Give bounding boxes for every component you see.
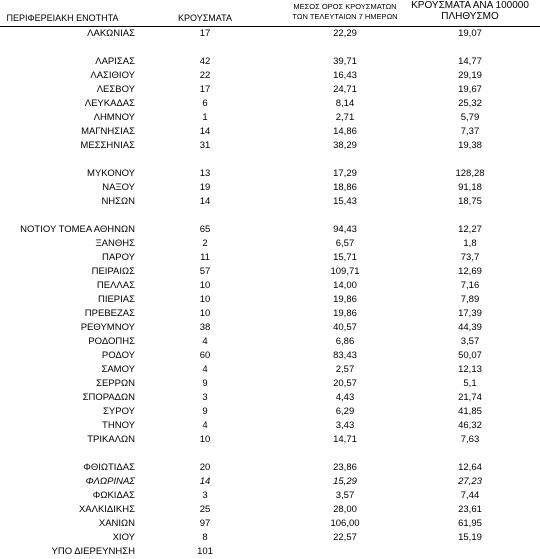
table-row — [0, 433, 540, 447]
table-row — [0, 517, 540, 531]
table-row — [0, 97, 540, 111]
table-row — [0, 265, 540, 279]
cell-avg7: 19,86 — [333, 294, 357, 305]
cell-cases: 22 — [199, 70, 211, 81]
header-per100k — [400, 0, 540, 22]
cell-region: ΣΠΟΡΑΔΩΝ — [82, 392, 135, 403]
cell-region: ΛΕΥΚΑΔΑΣ — [84, 98, 135, 109]
cell-avg7: 3,57 — [335, 490, 355, 501]
table-body — [0, 27, 540, 559]
cell-region: ΥΠΟ ΔΙΕΡΕΥΝΗΣΗ — [51, 546, 135, 557]
cell-cases: 65 — [199, 224, 211, 235]
cell-region: ΣΑΜΟΥ — [101, 364, 135, 375]
cell-avg7: 16,43 — [333, 70, 357, 81]
header-region: ΠΕΡΙΦΕΡΕΙΑΚΗ ΕΝΟΤΗΤΑ — [6, 13, 119, 23]
cell-region: ΣΥΡΟΥ — [103, 406, 135, 417]
cell-cases: 97 — [199, 518, 211, 529]
cell-cases: 13 — [199, 168, 211, 179]
table-row — [0, 279, 540, 293]
cell-region: ΛΕΣΒΟΥ — [96, 84, 135, 95]
cell-avg7: 6,86 — [335, 336, 355, 347]
cell-avg7: 17,29 — [333, 168, 357, 179]
cell-per100k: 29,19 — [458, 70, 482, 81]
cell-cases: 14 — [199, 126, 211, 137]
cell-region: ΛΑΚΩΝΙΑΣ — [87, 28, 135, 39]
cell-region: ΣΕΡΡΩΝ — [96, 378, 135, 389]
cell-per100k: 91,18 — [458, 182, 482, 193]
cell-cases: 4 — [202, 364, 208, 375]
cell-region: ΤΗΝΟΥ — [102, 420, 135, 431]
cell-cases: 10 — [199, 308, 211, 319]
table-row — [0, 167, 540, 181]
table-row — [0, 195, 540, 209]
cell-region: ΠΑΡΟΥ — [102, 252, 135, 263]
cell-per100k: 21,74 — [458, 392, 482, 403]
cell-region: ΛΗΜΝΟΥ — [93, 112, 135, 123]
cell-per100k: 61,95 — [458, 518, 482, 529]
cell-per100k: 50,07 — [458, 350, 482, 361]
cell-avg7: 6,29 — [335, 406, 355, 417]
cell-per100k: 15,19 — [458, 532, 482, 543]
cell-region: ΝΑΞΟΥ — [102, 182, 135, 193]
cell-region: ΧΙΟΥ — [112, 532, 135, 543]
cell-per100k: 25,32 — [458, 98, 482, 109]
cell-avg7: 8,14 — [335, 98, 355, 109]
cell-region: ΦΛΩΡΙΝΑΣ — [85, 476, 135, 487]
cell-avg7: 18,86 — [333, 182, 357, 193]
cell-cases: 4 — [202, 336, 208, 347]
cell-cases: 14 — [199, 196, 211, 207]
table-row — [0, 83, 540, 97]
cell-per100k: 41,85 — [458, 406, 482, 417]
cell-cases: 9 — [202, 378, 208, 389]
cell-cases: 25 — [199, 504, 211, 515]
cell-avg7: 109,71 — [330, 266, 360, 277]
cell-per100k: 12,69 — [458, 266, 482, 277]
table-row — [0, 545, 540, 559]
cell-per100k: 12,27 — [458, 224, 482, 235]
table-row — [0, 531, 540, 545]
table-row — [0, 461, 540, 475]
table-spacer-row — [0, 153, 540, 167]
cell-avg7: 14,71 — [333, 434, 357, 445]
cell-region: ΡΟΔΟΠΗΣ — [88, 336, 135, 347]
cell-per100k: 12,64 — [458, 462, 482, 473]
cell-avg7: 106,00 — [330, 518, 360, 529]
cell-avg7: 39,71 — [333, 56, 357, 67]
cell-per100k: 19,38 — [458, 140, 482, 151]
table-row — [0, 125, 540, 139]
table-row — [0, 27, 540, 41]
table-row — [0, 293, 540, 307]
cell-cases: 31 — [199, 140, 211, 151]
cell-region: ΠΡΕΒΕΖΑΣ — [84, 308, 135, 319]
cell-per100k: 128,28 — [455, 168, 485, 179]
cell-per100k: 44,39 — [458, 322, 482, 333]
cell-avg7: 2,71 — [335, 112, 355, 123]
cell-region: ΝΟΤΙΟΥ ΤΟΜΕΑ ΑΘΗΝΩΝ — [20, 224, 135, 235]
header-avg7-line2: ΤΩΝ ΤΕΛΕΥΤΑΙΩΝ 7 ΗΜΕΡΩΝ — [292, 12, 398, 21]
table-row — [0, 237, 540, 251]
cell-avg7: 2,57 — [335, 364, 355, 375]
table-row — [0, 307, 540, 321]
table-row — [0, 391, 540, 405]
cell-per100k: 5,79 — [460, 112, 480, 123]
cell-per100k: 17,39 — [458, 308, 482, 319]
cell-region: ΦΩΚΙΔΑΣ — [92, 490, 135, 501]
cell-cases: 10 — [199, 434, 211, 445]
header-avg7-line1: ΜΕΣΟΣ ΟΡΟΣ ΚΡΟΥΣΜΑΤΩΝ — [293, 2, 397, 11]
cell-per100k: 73,7 — [460, 252, 480, 263]
cell-avg7: 15,71 — [333, 252, 357, 263]
cell-region: ΝΗΣΩΝ — [101, 196, 135, 207]
cell-cases: 8 — [202, 532, 208, 543]
cell-region: ΧΑΝΙΩΝ — [98, 518, 135, 529]
header-cases: ΚΡΟΥΣΜΑΤΑ — [178, 13, 232, 23]
cell-per100k: 14,77 — [458, 56, 482, 67]
cell-region: ΦΘΙΩΤΙΔΑΣ — [83, 462, 135, 473]
cell-avg7: 24,71 — [333, 84, 357, 95]
cell-avg7: 40,57 — [333, 322, 357, 333]
cell-region: ΜΑΓΝΗΣΙΑΣ — [81, 126, 135, 137]
cell-avg7: 15,43 — [333, 196, 357, 207]
table-row — [0, 405, 540, 419]
cell-cases: 57 — [199, 266, 211, 277]
cell-avg7: 6,57 — [335, 238, 355, 249]
table-row — [0, 69, 540, 83]
cell-cases: 19 — [199, 182, 211, 193]
cell-avg7: 14,86 — [333, 126, 357, 137]
cell-cases: 3 — [202, 392, 208, 403]
table-row — [0, 377, 540, 391]
cell-region: ΡΕΘΥΜΝΟΥ — [80, 322, 135, 333]
cell-region: ΡΟΔΟΥ — [101, 350, 135, 361]
cell-cases: 42 — [199, 56, 211, 67]
cell-per100k: 7,16 — [460, 280, 480, 291]
table-row — [0, 419, 540, 433]
cell-cases: 17 — [199, 28, 211, 39]
cell-per100k: 23,61 — [458, 504, 482, 515]
cell-per100k: 5,1 — [463, 378, 477, 389]
cell-per100k: 46,32 — [458, 420, 482, 431]
cell-per100k: 7,89 — [460, 294, 480, 305]
cell-region: ΛΑΣΙΘΙΟΥ — [90, 70, 135, 81]
cell-region: ΜΕΣΣΗΝΙΑΣ — [80, 140, 135, 151]
cell-region: ΜΥΚΟΝΟΥ — [87, 168, 135, 179]
table-row — [0, 503, 540, 517]
cell-cases: 10 — [199, 280, 211, 291]
table-row — [0, 489, 540, 503]
cell-per100k: 7,37 — [460, 126, 480, 137]
table-row — [0, 181, 540, 195]
cell-avg7: 22,57 — [333, 532, 357, 543]
cell-per100k: 19,07 — [458, 28, 482, 39]
cell-avg7: 22,29 — [333, 28, 357, 39]
table-row — [0, 55, 540, 69]
cell-per100k: 19,67 — [458, 84, 482, 95]
cell-cases: 9 — [202, 406, 208, 417]
cell-avg7: 20,57 — [333, 378, 357, 389]
table-row — [0, 223, 540, 237]
table-spacer-row — [0, 41, 540, 55]
cell-avg7: 4,43 — [335, 392, 355, 403]
cell-cases: 6 — [202, 98, 208, 109]
cell-region: ΞΑΝΘΗΣ — [95, 238, 135, 249]
table-row — [0, 335, 540, 349]
cell-cases: 2 — [202, 238, 208, 249]
cell-avg7: 28,00 — [333, 504, 357, 515]
cell-region: ΤΡΙΚΑΛΩΝ — [87, 434, 135, 445]
cell-avg7: 3,43 — [335, 420, 355, 431]
table-spacer-row — [0, 447, 540, 461]
cell-per100k: 7,44 — [460, 490, 480, 501]
cell-avg7: 19,86 — [333, 308, 357, 319]
table-row — [0, 139, 540, 153]
cell-region: ΧΑΛΚΙΔΙΚΗΣ — [78, 504, 135, 515]
table-row — [0, 321, 540, 335]
table-row — [0, 363, 540, 377]
table-row — [0, 111, 540, 125]
table-row — [0, 251, 540, 265]
cell-cases: 38 — [199, 322, 211, 333]
cell-region: ΠΕΙΡΑΙΩΣ — [91, 266, 135, 277]
header-per100k-line2: ΠΛΗΘΥΣΜΟ — [441, 11, 499, 22]
cell-cases: 10 — [199, 294, 211, 305]
cell-per100k: 12,13 — [458, 364, 482, 375]
cell-cases: 11 — [200, 252, 210, 263]
cell-avg7: 94,43 — [333, 224, 357, 235]
cell-region: ΛΑΡΙΣΑΣ — [95, 56, 135, 67]
cell-per100k: 3,57 — [460, 336, 480, 347]
cell-cases: 17 — [199, 84, 211, 95]
cell-avg7: 15,29 — [333, 476, 357, 487]
cell-cases: 60 — [199, 350, 211, 361]
cell-avg7: 14,00 — [333, 280, 357, 291]
cell-per100k: 7,63 — [460, 434, 480, 445]
cell-per100k: 27,23 — [458, 476, 482, 487]
cell-cases: 4 — [202, 420, 208, 431]
cell-cases: 101 — [197, 546, 213, 557]
cell-avg7: 83,43 — [333, 350, 357, 361]
cell-per100k: 1,8 — [463, 238, 477, 249]
cell-cases: 14 — [199, 476, 211, 487]
cell-region: ΠΙΕΡΙΑΣ — [97, 294, 135, 305]
cell-per100k: 18,75 — [458, 196, 482, 207]
table-spacer-row — [0, 209, 540, 223]
cell-avg7: 23,86 — [333, 462, 357, 473]
table-header — [0, 0, 540, 27]
cell-cases: 3 — [202, 490, 208, 501]
cell-cases: 1 — [202, 112, 208, 123]
table-row — [0, 475, 540, 489]
header-per100k-line1: ΚΡΟΥΣΜΑΤΑ ΑΝΑ 100000 — [411, 0, 529, 11]
table-row — [0, 349, 540, 363]
cell-avg7: 38,29 — [333, 140, 357, 151]
cell-cases: 20 — [199, 462, 211, 473]
cell-region: ΠΕΛΛΑΣ — [96, 280, 135, 291]
